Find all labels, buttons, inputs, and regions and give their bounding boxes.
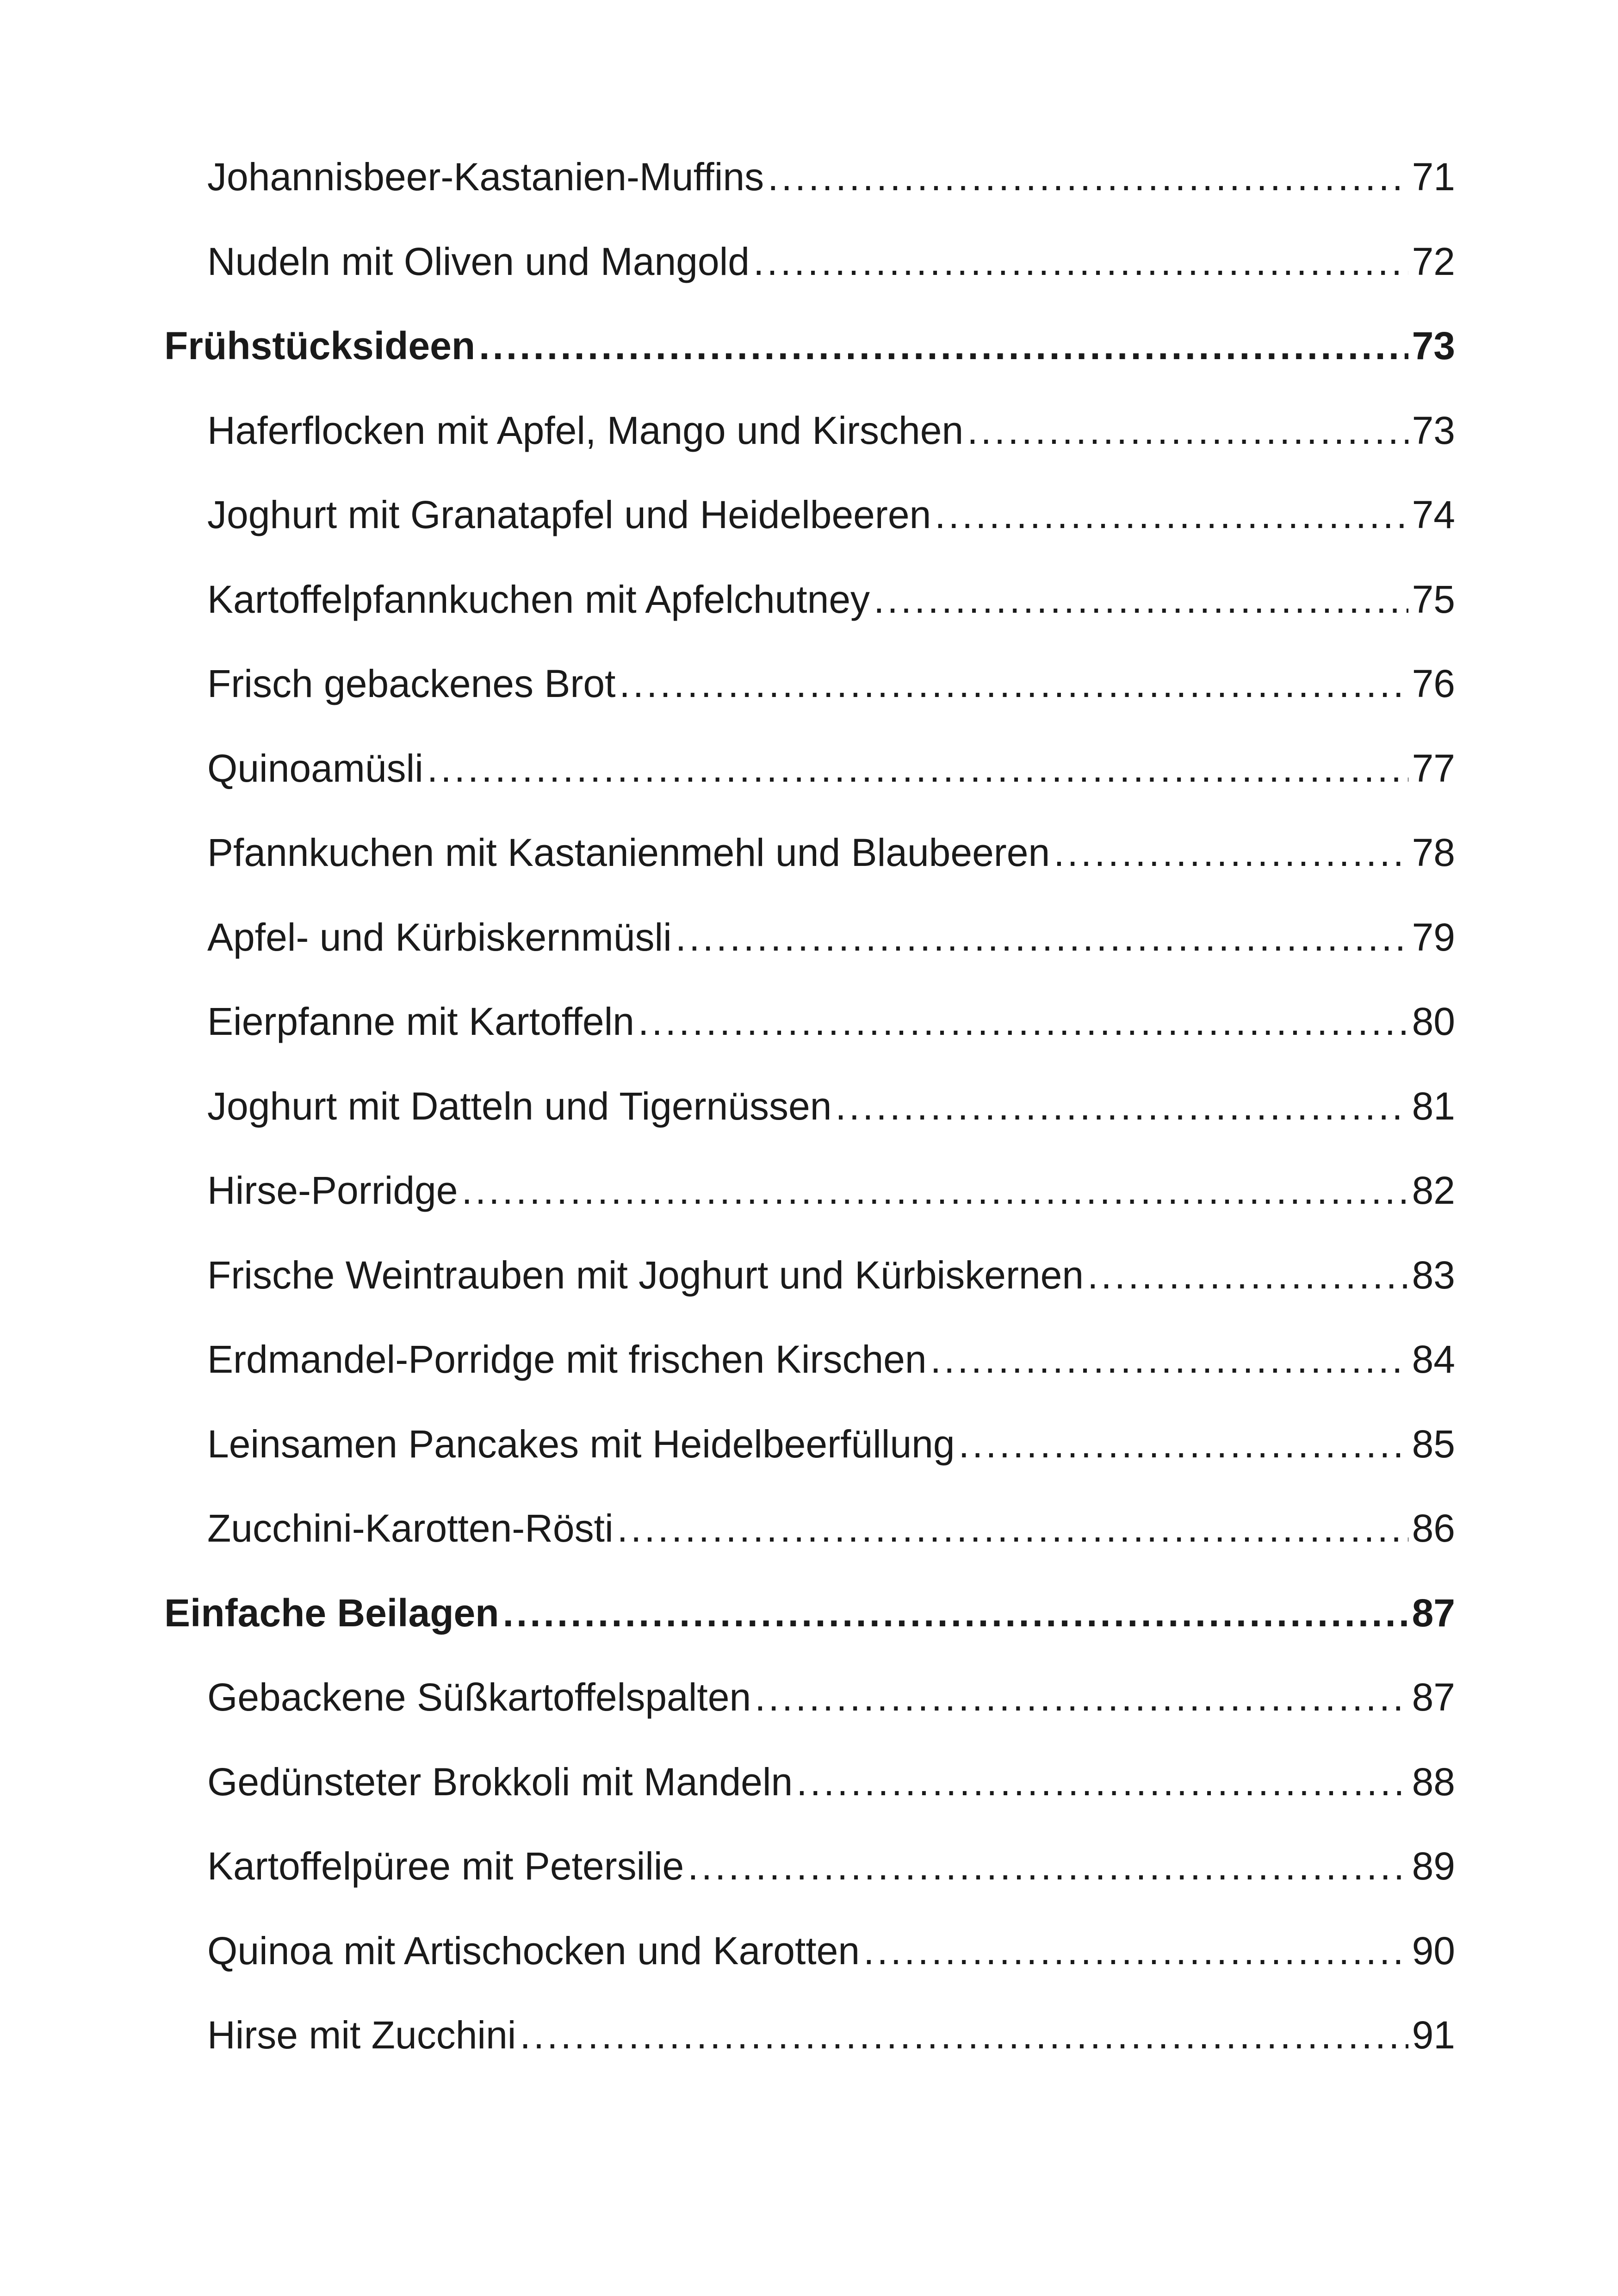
toc-entry-title: Leinsamen Pancakes mit Heidelbeerfüllung (207, 1424, 955, 1466)
toc-dot-leader (676, 918, 1408, 957)
toc-page-number: 85 (1412, 1424, 1455, 1466)
toc-dot-leader (1054, 833, 1408, 872)
toc-dot-leader (930, 1340, 1408, 1379)
toc-page-number: 87 (1412, 1678, 1455, 1719)
toc-page-number: 71 (1412, 157, 1455, 199)
toc-entry (164, 2016, 1455, 2100)
toc-page-number: 91 (1412, 2016, 1455, 2057)
toc-section-heading (164, 326, 1455, 411)
toc-entry-title: Hirse-Porridge (207, 1171, 458, 1212)
toc-dot-leader (617, 1509, 1408, 1548)
toc-entry (164, 1678, 1455, 1762)
toc-page-number: 89 (1412, 1847, 1455, 1888)
toc-entry-title: Quinoa mit Artischocken und Karotten (207, 1931, 860, 1972)
toc-dot-leader (959, 1425, 1408, 1463)
toc-entry (164, 1340, 1455, 1425)
toc-page-number: 81 (1412, 1086, 1455, 1128)
toc-dot-leader (967, 411, 1408, 450)
toc-entry-title: Eierpfanne mit Kartoffeln (207, 1002, 634, 1043)
toc-entry-title: Kartoffelpüree mit Petersilie (207, 1847, 684, 1888)
toc-entry-title: Haferflocken mit Apfel, Mango und Kirschen (207, 411, 964, 452)
toc-dot-leader (503, 1593, 1408, 1632)
toc-page-number: 72 (1412, 242, 1455, 283)
toc-entry-title: Joghurt mit Granatapfel und Heidelbeeren (207, 495, 931, 536)
toc-entry-title: Pfannkuchen mit Kastanienmehl und Blaubeeren (207, 833, 1050, 874)
toc-dot-leader (479, 326, 1408, 365)
toc-page-number: 90 (1412, 1931, 1455, 1972)
toc-entry (164, 833, 1455, 918)
toc-dot-leader (935, 495, 1408, 534)
toc-dot-leader (688, 1847, 1408, 1885)
toc-entry (164, 1931, 1455, 2016)
toc-page-number: 82 (1412, 1171, 1455, 1212)
toc-entry-title: Hirse mit Zucchini (207, 2016, 516, 2057)
toc-entry-title: Frisch gebackenes Brot (207, 664, 616, 705)
toc-entry (164, 749, 1455, 834)
toc-entry-title: Einfache Beilagen (164, 1593, 499, 1635)
toc-dot-leader (462, 1171, 1408, 1210)
toc-entry (164, 918, 1455, 1002)
toc-dot-leader (427, 749, 1408, 788)
toc-dot-leader (796, 1762, 1408, 1801)
toc-entry (164, 1509, 1455, 1593)
toc-page-number: 76 (1412, 664, 1455, 705)
toc-page-number: 80 (1412, 1002, 1455, 1043)
toc-page-number: 73 (1412, 411, 1455, 452)
toc-dot-leader (755, 1678, 1408, 1717)
toc-page-number: 74 (1412, 495, 1455, 536)
toc-entry (164, 1425, 1455, 1509)
toc-dot-leader (768, 157, 1408, 196)
toc-entry-title: Erdmandel-Porridge mit frischen Kirschen (207, 1340, 927, 1381)
toc-page-number: 83 (1412, 1255, 1455, 1297)
toc-entry-title: Joghurt mit Datteln und Tigernüssen (207, 1086, 832, 1128)
toc-dot-leader (863, 1931, 1408, 1970)
toc-entry (164, 242, 1455, 327)
toc-entry-title: Zucchini-Karotten-Rösti (207, 1509, 614, 1550)
toc-entry-title: Apfel- und Kürbiskernmüsli (207, 917, 672, 959)
toc-dot-leader (753, 242, 1408, 281)
toc-entry (164, 1171, 1455, 1256)
toc-entry (164, 1087, 1455, 1171)
toc-page-number: 87 (1412, 1593, 1455, 1635)
toc-page-number: 84 (1412, 1340, 1455, 1381)
toc-section-heading (164, 1593, 1455, 1678)
toc-entry-title: Frische Weintrauben mit Joghurt und Kürbiskernen (207, 1255, 1084, 1297)
toc-page-number: 73 (1412, 326, 1455, 367)
table-of-contents (164, 157, 1455, 2100)
toc-entry-title: Kartoffelpfannkuchen mit Apfelchutney (207, 579, 870, 621)
toc-dot-leader (619, 664, 1408, 703)
toc-entry (164, 1762, 1455, 1847)
toc-page-number: 77 (1412, 748, 1455, 790)
toc-dot-leader (874, 580, 1408, 619)
toc-entry-title: Nudeln mit Oliven und Mangold (207, 242, 750, 283)
toc-entry (164, 157, 1455, 242)
toc-dot-leader (638, 1002, 1408, 1041)
toc-entry (164, 664, 1455, 749)
toc-entry-title: Gebackene Süßkartoffelspalten (207, 1678, 751, 1719)
toc-page-number: 75 (1412, 579, 1455, 621)
toc-entry (164, 580, 1455, 665)
toc-page-number: 78 (1412, 833, 1455, 874)
toc-entry (164, 1847, 1455, 1931)
toc-page-number: 79 (1412, 917, 1455, 959)
toc-page-number: 88 (1412, 1762, 1455, 1804)
toc-entry-title: Quinoamüsli (207, 748, 423, 790)
toc-dot-leader (1087, 1256, 1408, 1294)
toc-entry (164, 411, 1455, 496)
toc-entry-title: Johannisbeer-Kastanien-Muffins (207, 157, 764, 199)
toc-entry (164, 1002, 1455, 1087)
toc-entry-title: Frühstücksideen (164, 326, 476, 367)
toc-dot-leader (520, 2016, 1408, 2054)
toc-entry-title: Gedünsteter Brokkoli mit Mandeln (207, 1762, 793, 1804)
toc-page-number: 86 (1412, 1509, 1455, 1550)
toc-entry (164, 1256, 1455, 1340)
toc-entry (164, 495, 1455, 580)
toc-dot-leader (835, 1087, 1408, 1126)
